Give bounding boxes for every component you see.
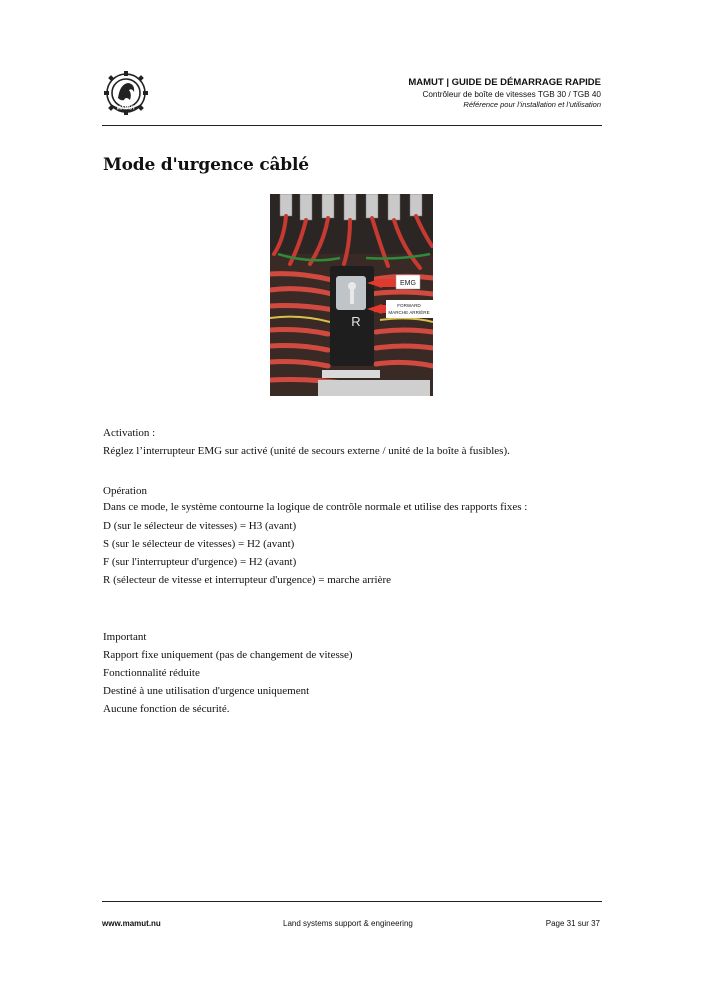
footer-page-number: Page 31 sur 37 [545,919,600,928]
section-title: Mode d'urgence câblé [103,155,309,175]
photo-label-r: R [351,314,361,329]
header-tagline: Référence pour l’installation et l’utilisation [463,100,601,109]
header-title: MAMUT | GUIDE DE DÉMARRAGE RAPIDE [408,77,601,88]
important-section [103,628,603,718]
important-item: Destiné à une utilisation d'urgence uniquement [103,685,310,697]
important-heading: Important [103,631,147,643]
header-subtitle: Contrôleur de boîte de vitesses TGB 30 / TGB 40 [422,90,601,99]
page-header [408,76,601,110]
footer-divider [102,901,602,902]
operation-item: F (sur l'interrupteur d'urgence) = H2 (avant) [103,556,297,568]
operation-item: D (sur le sélecteur de vitesses) = H3 (avant) [103,520,297,532]
photo-label-forward: FORWARD [397,303,421,308]
operation-heading: Opération [103,485,147,497]
operation-item: S (sur le sélecteur de vitesses) = H2 (avant) [103,538,295,550]
important-item: Fonctionnalité réduite [103,667,200,679]
operation-item: R (sélecteur de vitesse et interrupteur d'urgence) = marche arrière [103,574,392,586]
header-divider [102,125,602,126]
important-item: Aucune fonction de sécurité. [103,703,230,715]
footer-website: www.mamut.nu [102,919,161,928]
operation-intro: Dans ce mode, le système contourne la logique de contrôle normale et utilise des rapports fixes : [103,501,528,513]
logo-text: MAMUT [116,105,136,112]
photo-label-reverse: MARCHE ARRIÈRE [388,310,430,315]
photo-label-emg: EMG [400,280,416,287]
fuse-box-photo [270,194,433,396]
important-item: Rapport fixe uniquement (pas de changement de vitesse) [103,649,353,661]
activation-section [103,424,603,460]
footer-center-text: Land systems support & engineering [283,919,413,928]
activation-heading: Activation : [103,427,156,439]
activation-text: Réglez l’interrupteur EMG sur activé (unité de secours externe / unité de la boîte à fusibles). [103,445,510,457]
operation-section [103,482,603,589]
company-logo [101,70,151,116]
